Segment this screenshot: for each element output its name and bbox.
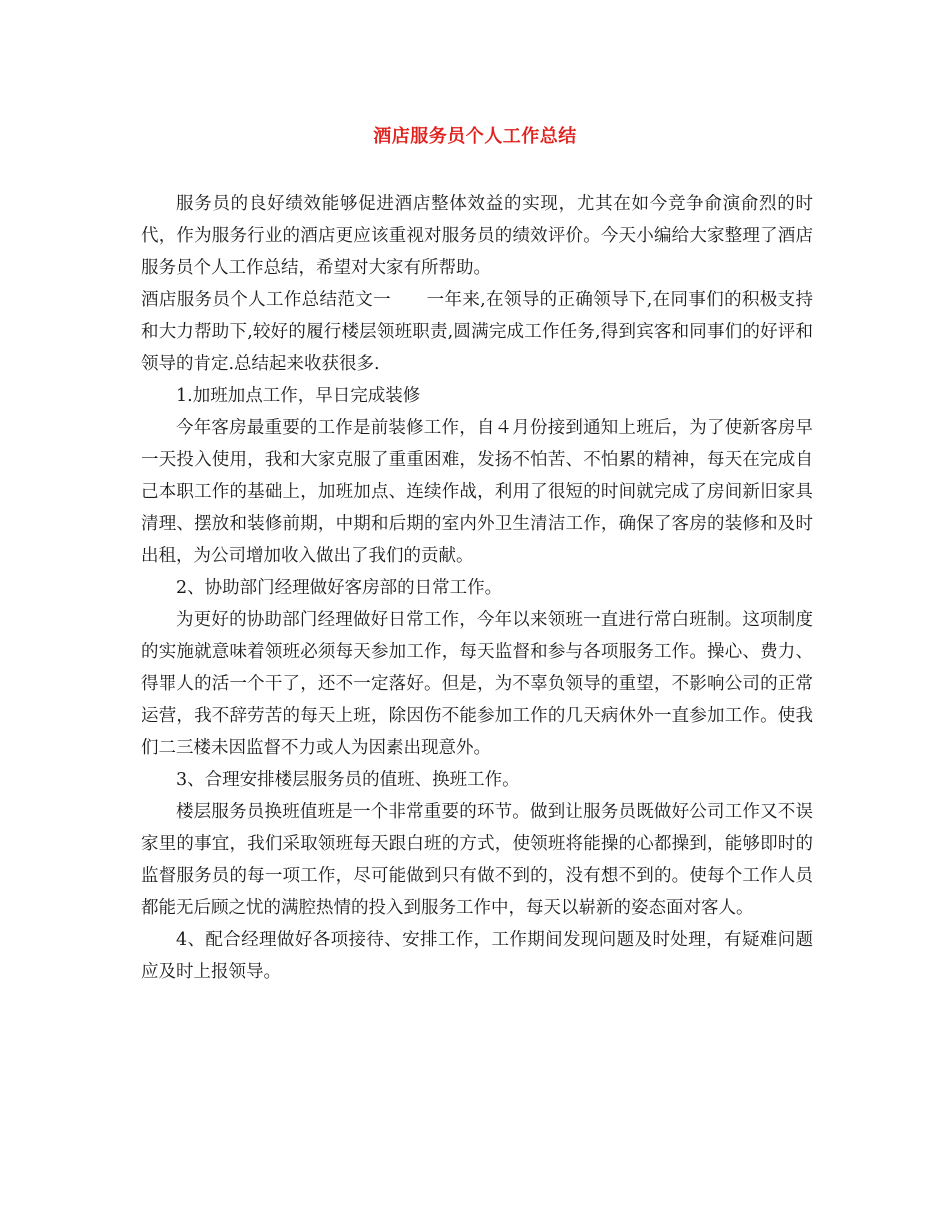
- paragraph-sample-heading: 酒店服务员个人工作总结范文一 一年来,在领导的正确领导下,在同事们的积极支持和大力帮助下,较好的履行楼层领班职责,圆满完成工作任务,得到宾客和同事们的好评和领导的肯定.总结起来收获很多.: [141, 290, 813, 374]
- paragraph-section-3-body: 楼层服务员换班值班是一个非常重要的环节。做到让服务员既做好公司工作又不误家里的事宜，我们采取领班每天跟白班的方式，使领班将能操的心都操到，能够即时的监督服务员的每一项工作，尽可能做到只有做不到的，没有想不到的。使每个工作人员都能无后顾之忧的满腔热情的投入到服务工作中，每天以崭新的姿态面对客人。: [141, 802, 813, 918]
- paragraph-section-2-body: 为更好的协助部门经理做好日常工作，今年以来领班一直进行常白班制。这项制度的实施就意味着领班必须每天参加工作，每天监督和参与各项服务工作。操心、费力、得罪人的活一个干了，还不一定落好。但是，为不辜负领导的重望，不影响公司的正常运营，我不辞劳苦的每天上班，除因伤不能参加工作的几天病休外一直参加工作。使我们二三楼未因监督不力或人为因素出现意外。: [141, 610, 813, 758]
- document-title: 酒店服务员个人工作总结: [373, 126, 577, 147]
- paragraph-section-2-heading: 2、协助部门经理做好客房部的日常工作。: [176, 578, 503, 598]
- document-body: [141, 188, 813, 988]
- paragraph-section-4: 4、配合经理做好各项接待、安排工作，工作期间发现问题及时处理，有疑难问题应及时上报领导。: [141, 930, 813, 982]
- paragraph-section-1-heading: 1.加班加点工作，早日完成装修: [176, 386, 421, 406]
- paragraph-section-1-body: 今年客房最重要的工作是前装修工作，自４月份接到通知上班后，为了使新客房早一天投入使用，我和大家克服了重重困难，发扬不怕苦、不怕累的精神，每天在完成自己本职工作的基础上，加班加点、连续作战，利用了很短的时间就完成了房间新旧家具清理、摆放和装修前期，中期和后期的室内外卫生清洁工作，确保了客房的装修和及时出租，为公司增加收入做出了我们的贡献。: [141, 418, 813, 566]
- paragraph-section-3-heading: 3、合理安排楼层服务员的值班、换班工作。: [176, 770, 520, 790]
- paragraph-intro: 服务员的良好绩效能够促进酒店整体效益的实现，尤其在如今竞争俞演俞烈的时代，作为服务行业的酒店更应该重视对服务员的绩效评价。今天小编给大家整理了酒店服务员个人工作总结，希望对大家有所帮助。: [141, 194, 813, 278]
